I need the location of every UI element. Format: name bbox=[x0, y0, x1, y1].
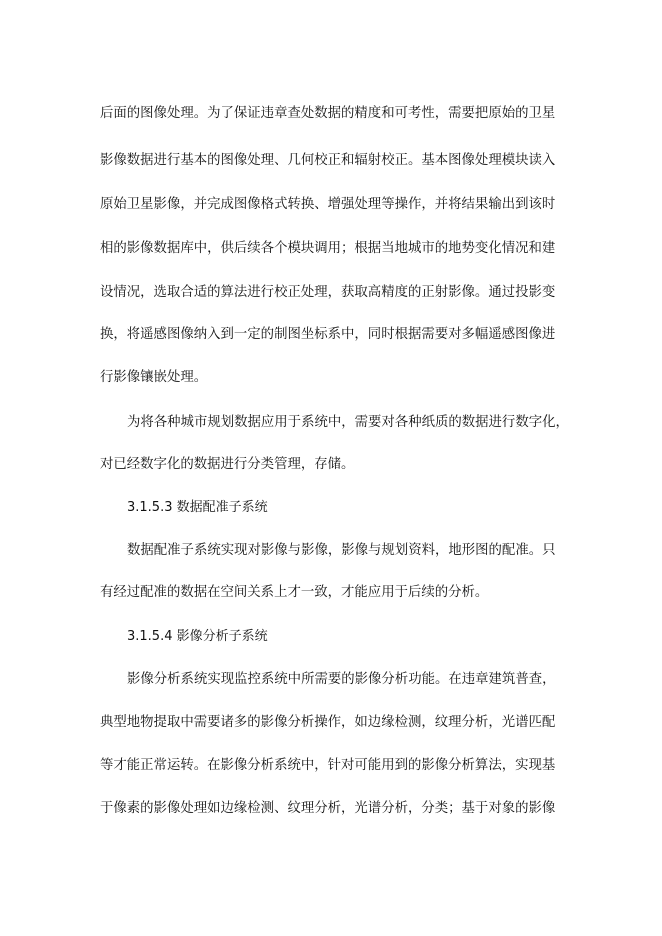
paragraph-4-line-1: 影像分析系统实现监控系统中所需要的影像分析功能。在违章建筑普查， bbox=[127, 672, 556, 687]
paragraph-1-line-7: 行影像镶嵌处理。 bbox=[100, 370, 208, 385]
paragraph-4-line-2: 典型地物提取中需要诸多的影像分析操作，如边缘检测，纹理分析，光谱匹配 bbox=[100, 715, 556, 730]
paragraph-1-line-5: 设情况，选取合适的算法进行校正处理，获取高精度的正射影像。通过投影变 bbox=[100, 285, 556, 300]
section-heading-3-1-5-3: 3.1.5.3 数据配准子系统 bbox=[127, 500, 268, 515]
section-heading-3-1-5-4: 3.1.5.4 影像分析子系统 bbox=[127, 629, 268, 644]
paragraph-4-line-4: 于像素的影像处理如边缘检测、纹理分析，光谱分析，分类；基于对象的影像 bbox=[100, 801, 556, 816]
paragraph-1-line-3: 原始卫星影像，并完成图像格式转换、增强处理等操作，并将结果输出到该时 bbox=[100, 197, 556, 212]
paragraph-1-line-6: 换，将遥感图像纳入到一定的制图坐标系中，同时根据需要对多幅遥感图像进 bbox=[100, 327, 556, 342]
paragraph-1-line-1: 后面的图像处理。为了保证违章查处数据的精度和可考性，需要把原始的卫星 bbox=[100, 106, 556, 121]
paragraph-3-line-2: 有经过配准的数据在空间关系上才一致，才能应用于后续的分析。 bbox=[100, 585, 489, 600]
paragraph-4-line-3: 等才能正常运转。在影像分析系统中，针对可能用到的影像分析算法，实现基 bbox=[100, 758, 556, 773]
paragraph-2-line-2: 对已经数字化的数据进行分类管理，存储。 bbox=[100, 457, 355, 472]
paragraph-1-line-2: 影像数据进行基本的图像处理、几何校正和辐射校正。基本图像处理模块读入 bbox=[100, 153, 556, 168]
paragraph-3-line-1: 数据配准子系统实现对影像与影像，影像与规划资料，地形图的配准。只 bbox=[127, 543, 556, 558]
paragraph-2-line-1: 为将各种城市规划数据应用于系统中，需要对各种纸质的数据进行数字化， bbox=[127, 415, 569, 430]
paragraph-1-line-4: 相的影像数据库中，供后续各个模块调用；根据当地城市的地势变化情况和建 bbox=[100, 241, 556, 256]
